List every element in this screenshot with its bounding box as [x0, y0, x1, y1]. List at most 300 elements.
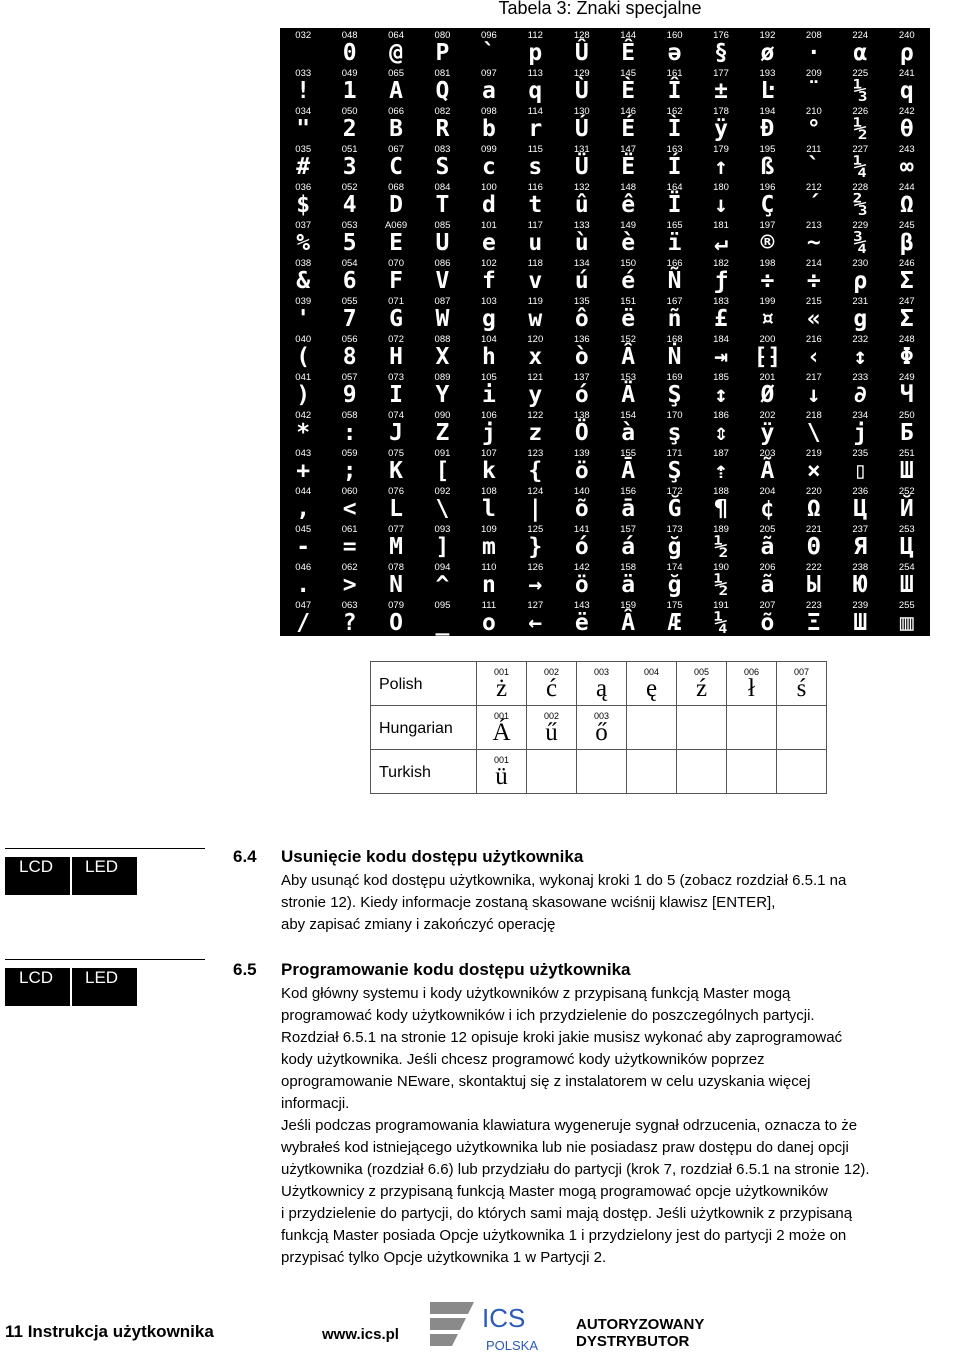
char-code: 203 [759, 448, 776, 459]
char-cell [744, 180, 790, 218]
char-code: 095 [434, 600, 451, 611]
char-glyph: 5 [342, 230, 357, 256]
char-glyph: \ [435, 496, 450, 522]
lang-char-cell [727, 662, 777, 706]
table-title: Tabela 3: Znaki specjalne [498, 0, 702, 18]
char-glyph: ¶ [714, 496, 728, 522]
char-glyph: ↵ [714, 230, 728, 256]
char-code: 124 [527, 486, 544, 497]
char-cell [326, 332, 372, 370]
char-code: 117 [527, 220, 543, 231]
char-code: 066 [388, 106, 404, 117]
char-glyph: A [389, 78, 403, 104]
char-glyph: ρ [899, 40, 914, 66]
char-cell [466, 104, 512, 142]
char-cell [419, 560, 465, 598]
char-glyph: ∞ [899, 154, 914, 180]
char-cell [651, 522, 697, 560]
char-cell [326, 104, 372, 142]
char-glyph: ú [574, 268, 589, 294]
char-glyph: j [853, 420, 868, 446]
char-cell [559, 446, 605, 484]
char-glyph: Ñ [667, 268, 682, 294]
char-glyph: ® [760, 230, 775, 256]
char-glyph: P [435, 40, 450, 66]
page-label: 11 Instrukcja użytkownika [5, 1322, 214, 1341]
char-code: 048 [341, 30, 358, 41]
grid-row [280, 218, 930, 256]
char-cell [280, 560, 326, 598]
char-glyph: Ã [760, 458, 775, 484]
char-glyph: ⇡ [714, 458, 728, 484]
grid-row [280, 66, 930, 104]
char-code: 073 [388, 372, 404, 383]
char-glyph: 9 [342, 382, 357, 408]
char-cell [744, 484, 790, 522]
char-glyph: z [528, 420, 543, 446]
char-cell [419, 256, 465, 294]
char-code: 198 [759, 258, 776, 269]
char-code: 103 [480, 296, 497, 307]
char-cell [605, 28, 651, 66]
char-cell [883, 28, 930, 66]
char-glyph: ¨ [806, 78, 821, 104]
char-code: 234 [852, 410, 869, 421]
char-glyph: > [342, 572, 357, 598]
char-code: 094 [434, 562, 451, 573]
char-cell [651, 294, 697, 332]
char-glyph: Í [667, 154, 682, 180]
char-code: 131 [573, 144, 590, 155]
char-cell [466, 332, 512, 370]
char-code: 216 [805, 334, 822, 345]
char-cell [466, 28, 512, 66]
char-glyph: × [806, 458, 821, 484]
char-cell [883, 256, 930, 294]
char-cell [373, 560, 419, 598]
char-code: 036 [295, 182, 312, 193]
char-cell [698, 522, 744, 560]
char-glyph: 1 [342, 78, 357, 104]
char-cell [651, 332, 697, 370]
char-cell [837, 294, 883, 332]
char-glyph: w [528, 306, 543, 332]
char-code: 059 [341, 448, 358, 459]
char-code: 171 [666, 448, 683, 459]
char-glyph: I [389, 382, 403, 408]
char-glyph: q [528, 78, 543, 104]
lang-row [371, 662, 827, 706]
char-cell [791, 370, 837, 408]
char-glyph: ⇥ [714, 344, 728, 370]
char-cell [419, 104, 465, 142]
char-code: 053 [341, 220, 358, 231]
char-glyph: Ë [621, 154, 636, 180]
char-glyph: ↕ [853, 344, 868, 370]
language-name: Polish [371, 662, 477, 706]
char-glyph: ö [574, 572, 589, 598]
char-cell [837, 370, 883, 408]
char-glyph: ‹ [806, 344, 821, 370]
char-code: 154 [620, 410, 637, 421]
char-cell [373, 66, 419, 104]
char-cell [698, 66, 744, 104]
char-code: 187 [713, 448, 729, 459]
char-code: 046 [295, 562, 312, 573]
char-cell [373, 332, 419, 370]
char-cell [605, 598, 651, 636]
char-glyph: Ä [621, 382, 636, 408]
char-cell [605, 522, 651, 560]
char-cell [419, 180, 465, 218]
char-code: 196 [759, 182, 776, 193]
section-number: 6.4 [233, 847, 257, 866]
char-code: 100 [480, 182, 497, 193]
char-glyph: { [528, 458, 543, 484]
char-code: 089 [434, 372, 451, 383]
char-glyph: Ц [853, 496, 868, 522]
lang-char-code: 003 [593, 711, 610, 721]
char-cell [698, 104, 744, 142]
char-cell [605, 408, 651, 446]
char-cell [791, 408, 837, 446]
char-glyph: Ş [667, 382, 682, 408]
lang-char-cell [477, 706, 527, 750]
char-cell [883, 484, 930, 522]
char-cell [837, 522, 883, 560]
lang-char-code: 002 [543, 667, 560, 677]
char-glyph: Z [435, 420, 450, 446]
char-cell [744, 104, 790, 142]
grid-row [280, 598, 930, 636]
char-glyph: Σ [899, 268, 914, 294]
char-code: 204 [759, 486, 776, 497]
char-glyph: ~ [806, 230, 821, 256]
char-cell [512, 560, 558, 598]
char-code: 208 [805, 30, 822, 41]
char-cell [326, 408, 372, 446]
char-code: 143 [573, 600, 590, 611]
char-cell [419, 142, 465, 180]
char-cell [791, 598, 837, 636]
char-code: 057 [341, 372, 358, 383]
char-glyph: c [481, 154, 496, 180]
char-cell [791, 218, 837, 256]
char-code: 113 [527, 68, 543, 79]
char-glyph: 0 [342, 40, 357, 66]
lang-char-cell [477, 662, 527, 706]
char-code: 161 [666, 68, 683, 79]
char-cell [883, 294, 930, 332]
char-code: 101 [480, 220, 497, 231]
lang-char-glyph: ł [748, 675, 755, 702]
char-cell [605, 142, 651, 180]
lang-char-cell [627, 662, 677, 706]
char-code: 121 [527, 372, 544, 383]
char-cell [280, 142, 326, 180]
char-glyph: ā [621, 496, 636, 522]
char-cell [605, 560, 651, 598]
lang-char-cell [577, 706, 627, 750]
char-code: 193 [759, 68, 776, 79]
char-glyph: Ш [899, 572, 914, 598]
char-glyph: Ω [899, 192, 914, 218]
char-cell [698, 294, 744, 332]
char-code: 215 [805, 296, 822, 307]
char-glyph: ¼ [714, 610, 728, 636]
char-glyph: @ [389, 40, 403, 66]
language-name: Turkish [371, 750, 477, 794]
char-glyph: G [389, 306, 403, 332]
char-cell [373, 142, 419, 180]
char-glyph: ½ [714, 572, 728, 598]
char-glyph: ` [806, 154, 821, 180]
char-glyph: ô [574, 306, 589, 332]
char-glyph: Ч [899, 382, 914, 408]
char-cell [651, 142, 697, 180]
char-code: 231 [852, 296, 869, 307]
char-code: 054 [341, 258, 358, 269]
body-line: programować kody użytkowników i ich przydzielenie do poszczególnych partycji. [281, 1007, 815, 1024]
char-cell [605, 66, 651, 104]
char-code: 078 [388, 562, 404, 573]
char-cell [605, 256, 651, 294]
char-cell [698, 256, 744, 294]
lcd-label: LCD [19, 968, 54, 987]
char-code: 109 [480, 524, 497, 535]
char-cell [559, 370, 605, 408]
language-chars-table [370, 661, 827, 794]
char-code: 249 [898, 372, 915, 383]
char-glyph: É [621, 116, 636, 142]
char-cell [883, 522, 930, 560]
char-code: 105 [480, 372, 497, 383]
char-cell [280, 446, 326, 484]
lang-char-code: 005 [693, 667, 710, 677]
char-glyph: 3 [342, 154, 357, 180]
char-cell [559, 66, 605, 104]
char-glyph: S [435, 154, 450, 180]
char-glyph: ə [667, 40, 682, 66]
char-glyph: § [714, 40, 728, 66]
char-cell [791, 294, 837, 332]
char-code: 037 [295, 220, 312, 231]
char-cell [698, 28, 744, 66]
site-link[interactable]: www.ics.pl [322, 1326, 399, 1343]
lang-char-cell [627, 750, 677, 794]
char-code: 218 [805, 410, 822, 421]
char-glyph: / [296, 610, 311, 636]
lang-table [370, 661, 827, 794]
char-cell [744, 66, 790, 104]
char-code: 192 [759, 30, 776, 41]
char-code: 084 [434, 182, 451, 193]
char-glyph: ğ [667, 572, 682, 598]
char-glyph: ë [621, 306, 636, 332]
char-code: 162 [666, 106, 683, 117]
char-cell [419, 598, 465, 636]
char-cell [466, 560, 512, 598]
char-cell [791, 446, 837, 484]
char-glyph: ▯ [853, 458, 868, 484]
char-glyph: Ш [899, 458, 914, 484]
body-line: Aby usunąć kod dostępu użytkownika, wykonaj kroki 1 do 5 (zobacz rozdział 6.5.1 na [281, 872, 847, 889]
char-glyph: % [296, 230, 311, 256]
grid-row [280, 294, 930, 332]
section-number: 6.5 [233, 960, 257, 979]
char-cell [698, 446, 744, 484]
char-glyph: ¢ [760, 496, 775, 522]
char-code: 188 [713, 486, 729, 497]
svg-text:ICS: ICS [482, 1303, 526, 1333]
char-code: 091 [434, 448, 451, 459]
char-cell [837, 142, 883, 180]
char-cell [559, 218, 605, 256]
char-cell [698, 370, 744, 408]
char-glyph: # [296, 154, 311, 180]
body-line: Rozdział 6.5.1 na stronie 12 opisuje kroki jakie musisz wykonać aby zaprogramować [281, 1029, 843, 1046]
char-glyph: C [389, 154, 403, 180]
char-glyph: ↓ [806, 382, 821, 408]
lang-char-cell [577, 662, 627, 706]
grid-row [280, 104, 930, 142]
char-code: 123 [527, 448, 544, 459]
char-code: 065 [388, 68, 404, 79]
char-code: 202 [759, 410, 776, 421]
body-line: przypisać tylko Opcje użytkownika 1 w Partycji 2. [281, 1249, 607, 1266]
lang-row [371, 750, 827, 794]
char-glyph: ó [574, 382, 589, 408]
char-code: 178 [713, 106, 729, 117]
char-glyph: B [389, 116, 403, 142]
char-code: 139 [573, 448, 590, 459]
char-glyph: ÷ [760, 268, 775, 294]
char-cell [373, 180, 419, 218]
char-code: 145 [620, 68, 637, 79]
lang-char-code: 006 [743, 667, 760, 677]
char-cell [698, 142, 744, 180]
char-cell [419, 370, 465, 408]
char-glyph: Ö [574, 420, 589, 446]
char-code: 167 [666, 296, 683, 307]
char-cell [605, 218, 651, 256]
char-glyph: ^ [435, 572, 450, 598]
char-code: 190 [713, 562, 729, 573]
char-glyph: ã [760, 572, 775, 598]
char-glyph: ρ [853, 268, 868, 294]
char-glyph: Â [621, 610, 636, 636]
char-code: 128 [573, 30, 590, 41]
char-cell [651, 560, 697, 598]
char-cell [326, 256, 372, 294]
section-body [281, 870, 846, 936]
grid-row [280, 522, 930, 560]
char-cell [466, 142, 512, 180]
led-label: LED [85, 857, 119, 876]
char-cell [373, 446, 419, 484]
char-code: 071 [388, 296, 404, 307]
char-glyph: g [853, 306, 868, 332]
char-glyph: ! [296, 78, 311, 104]
char-code: 209 [805, 68, 822, 79]
char-glyph: õ [760, 610, 775, 636]
char-glyph: * [296, 420, 311, 446]
char-glyph: α [853, 40, 868, 66]
char-code: 181 [713, 220, 729, 231]
char-code: 056 [341, 334, 358, 345]
char-cell [419, 408, 465, 446]
char-code: 223 [805, 600, 822, 611]
char-code: 140 [573, 486, 590, 497]
char-cell [326, 66, 372, 104]
char-cell [744, 28, 790, 66]
char-glyph: < [342, 496, 357, 522]
char-code: 200 [759, 334, 776, 345]
char-code: 195 [759, 144, 776, 155]
char-code: 047 [295, 600, 312, 611]
lang-char-cell [577, 750, 627, 794]
char-code: 075 [388, 448, 404, 459]
char-code: 104 [480, 334, 497, 345]
char-glyph: ÿ [714, 116, 728, 142]
char-code: 205 [759, 524, 776, 535]
char-glyph: ¼ [853, 154, 868, 180]
char-cell [744, 142, 790, 180]
char-code: 242 [898, 106, 915, 117]
body-line: Jeśli podczas programowania klawiatura wygeneruje sygnał odrzucenia, oznacza to że [281, 1117, 858, 1134]
grid-row [280, 370, 930, 408]
char-glyph: T [435, 192, 450, 218]
char-code: 150 [620, 258, 637, 269]
char-cell [512, 218, 558, 256]
char-cell [837, 66, 883, 104]
grid-row [280, 484, 930, 522]
body-line: i przydzielenie do partycji, do których sami mają dostęp. Jeśli użytkownik z przypisaną [281, 1205, 853, 1222]
lang-char-cell [677, 706, 727, 750]
char-cell [651, 446, 697, 484]
char-cell [837, 104, 883, 142]
char-cell [419, 66, 465, 104]
char-glyph: u [528, 230, 543, 256]
char-glyph: h [481, 344, 496, 370]
lang-char-cell [477, 750, 527, 794]
char-code: 138 [573, 410, 590, 421]
char-code: 228 [852, 182, 869, 193]
char-glyph: Î [667, 78, 682, 104]
char-code: 041 [295, 372, 312, 383]
char-cell [326, 28, 372, 66]
char-cell [512, 294, 558, 332]
char-code: 042 [295, 410, 312, 421]
char-code: 245 [898, 220, 915, 231]
char-cell [280, 370, 326, 408]
lang-char-cell [527, 750, 577, 794]
char-glyph: Ш [853, 610, 868, 636]
char-cell [883, 446, 930, 484]
lang-char-glyph: ś [796, 675, 807, 702]
char-code: 052 [341, 182, 358, 193]
char-cell [559, 484, 605, 522]
char-code: 034 [295, 106, 312, 117]
char-code: 164 [666, 182, 683, 193]
char-glyph: M [389, 534, 403, 560]
char-cell [280, 522, 326, 560]
authorized-distributor [576, 1316, 704, 1350]
char-glyph: ê [621, 192, 636, 218]
char-code: 238 [852, 562, 869, 573]
char-cell [605, 370, 651, 408]
char-glyph: ↑ [714, 154, 728, 180]
